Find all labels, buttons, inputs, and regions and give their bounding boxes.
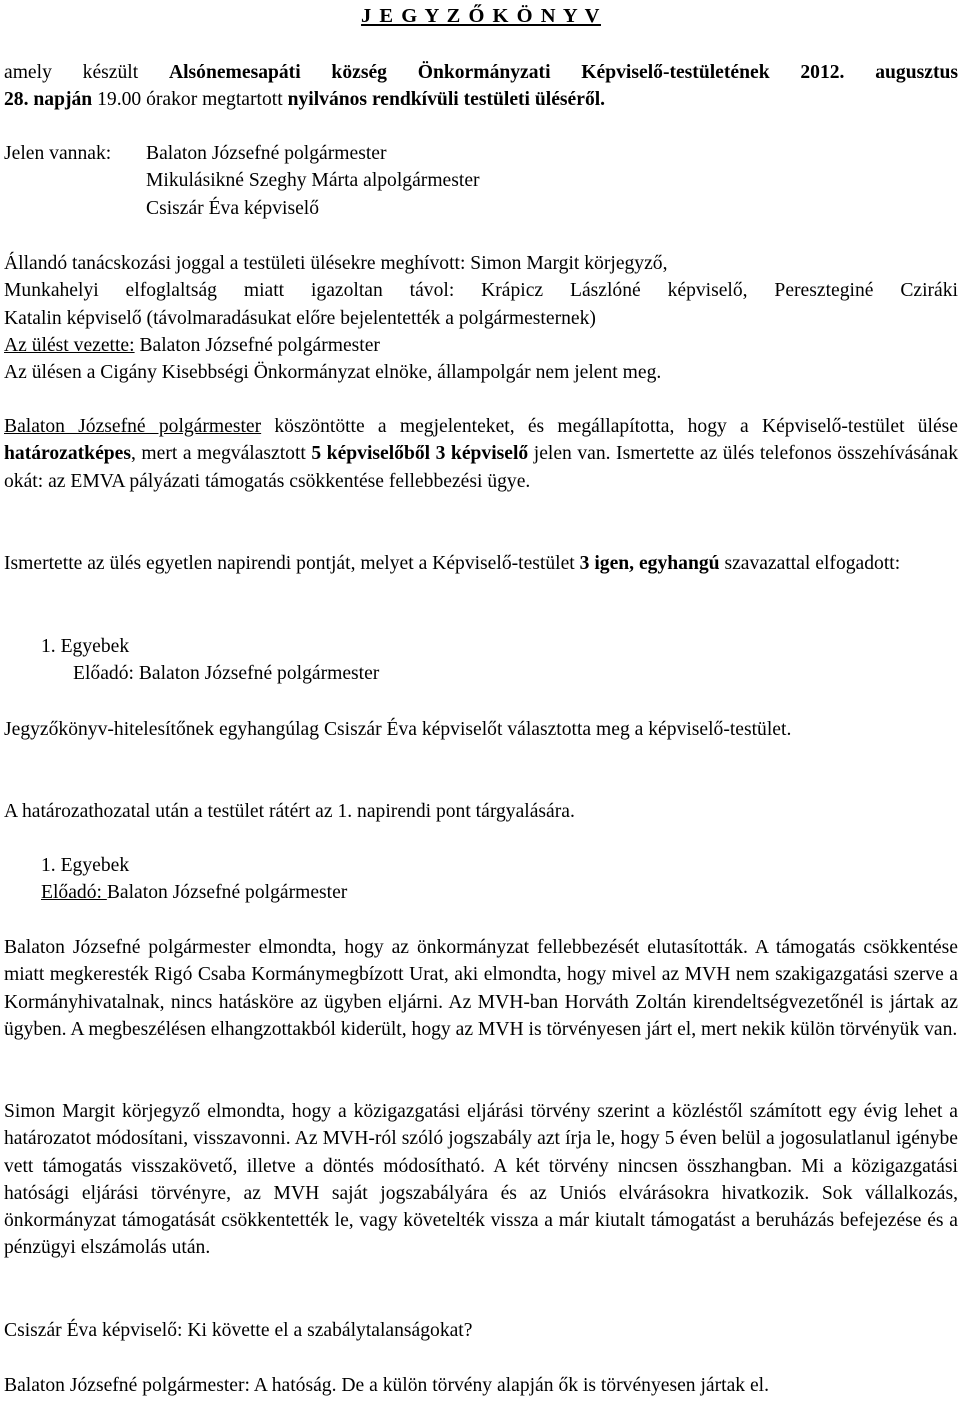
invited-guest-line: Állandó tanácskozási joggal a testületi ülésekre meghívott: Simon Margit körjegyző, (4, 253, 668, 274)
transition-paragraph: A határozathozatal után a testület rátért az 1. napirendi pont tárgyalására. (4, 801, 575, 822)
attendees-list (146, 140, 480, 222)
meeting-type: nyilvános rendkívüli testületi üléséről. (287, 89, 606, 111)
agenda-item-title: 1. Egyebek (41, 636, 130, 657)
agenda-intro-paragraph: Ismertette az ülés egyetlen napirendi pontját, melyet a Képviselő-testület 3 igen, egyhangú szavazattal elfogadott: (4, 553, 901, 574)
question-paragraph: Csiszár Éva képviselő: Ki követte el a szabálytalanságokat? (4, 1320, 473, 1341)
attendee: Csiszár Éva képviselő (146, 197, 320, 219)
absent-line: Munkahelyi elfoglaltság miatt igazoltan távol: Krápicz Lászlóné képviselő, Pereszteginé Cziráki (4, 280, 958, 302)
attendees-label: Jelen vannak: (4, 143, 112, 164)
mayor-report-paragraph: Balaton Józsefné polgármester elmondta, hogy az önkormányzat fellebbezését elutasították. A támogatás csökkentése miatt megkeresték Rigó Csaba Kormánymegbízott Urat, aki elmondta, hogy mivel az MVH nem szakigazgatási szerve a Kormányhivatalnak, nincs hatásköre az ügyben eljárni. Az MVH-ban Horváth Zoltán kirendeltségvezetőnél is jártak az ügyben. A megbeszélésen elhangzottakból kiderült, hogy az MVH is törvényesen járt el, mert nekik külön törvényük van. (4, 937, 958, 1040)
minority-line: Az ülésen a Cigány Kisebbségi Önkormányzat elnöke, állampolgár nem jelent meg. (4, 362, 662, 384)
attendance-details (4, 250, 958, 386)
notary-election-paragraph: Jegyzőkönyv-hitelesítőnek egyhangúlag Csiszár Éva képviselőt választotta meg a képviselő-testület. (4, 719, 792, 740)
attendees-section (4, 140, 958, 222)
meeting-date: 28. napján (4, 89, 93, 111)
attendee: Mikulásikné Szeghy Márta alpolgármester (146, 170, 480, 192)
council-name: Alsónemesapáti község Önkormányzati Képviselő-testületének 2012. augusztus (168, 62, 958, 83)
opening-paragraph: Balaton Józsefné polgármester köszöntötte a megjelenteket, és megállapította, hogy a Képviselő-testület ülése határozatképes, mert a megválasztott 5 képviselőből 3 képviselő jelen van. Ismertette az ülés telefonos összehívásának okát: az EMVA pályázati támogatás csökkentése fellebbezési ügye. (4, 416, 958, 492)
agenda-item (4, 633, 958, 688)
speaker-name: Balaton Józsefné polgármester (4, 416, 262, 437)
agenda-item-presenter: Előadó: Balaton Józsefné polgármester (73, 663, 380, 685)
agenda-item-discussion (4, 852, 958, 907)
intro-paragraph: amely készült Alsónemesapáti község Önkormányzati Képviselő-testületének 2012. augusztus 28. napján 19.00 órakor megtartott nyilvános rendkívüli testületi üléséről. (4, 62, 958, 111)
answer-paragraph: Balaton Józsefné polgármester: A hatóság. De a külön törvény alapján ők is törvényesen jártak el. (4, 1375, 770, 1396)
absent-line-continued: Katalin képviselő (távolmaradásukat előre bejelentették a polgármesternek) (4, 307, 596, 329)
chair-label: Az ülést vezette: (4, 334, 135, 356)
attendee: Balaton Józsefné polgármester (146, 143, 387, 164)
document-title: J E G Y Z Ő K Ö N Y V (361, 5, 601, 27)
agenda-item-title: 1. Egyebek (41, 855, 130, 876)
notary-report-paragraph: Simon Margit körjegyző elmondta, hogy a közigazgatási eljárási törvény szerint a közléstől számított egy évig lehet a határozatot módosítani, visszavonni. Az MVH-ról szóló jogszabály azt írja le, hogy 5 éven belül a jogosulatlanul igénybe vett támogatás visszakövető, illetve a döntés módosítható. A két törvény nincsen összhangban. Mi a közigazgatási hatósági eljárási törvényre, az MVH saját jogszabályára és az Uniós elvárásokra hivatkozik. Sok vállalkozás, önkormányzat támogatását csökkentették le, vagy követelték vissza a már kiutalt támogatást a beruházás befejezése és a pénzügyi elszámolás után. (4, 1101, 958, 1259)
chair-line: Az ülést vezette: Balaton Józsefné polgármester (4, 334, 380, 356)
agenda-item-presenter: Előadó: Balaton Józsefné polgármester (41, 882, 348, 904)
